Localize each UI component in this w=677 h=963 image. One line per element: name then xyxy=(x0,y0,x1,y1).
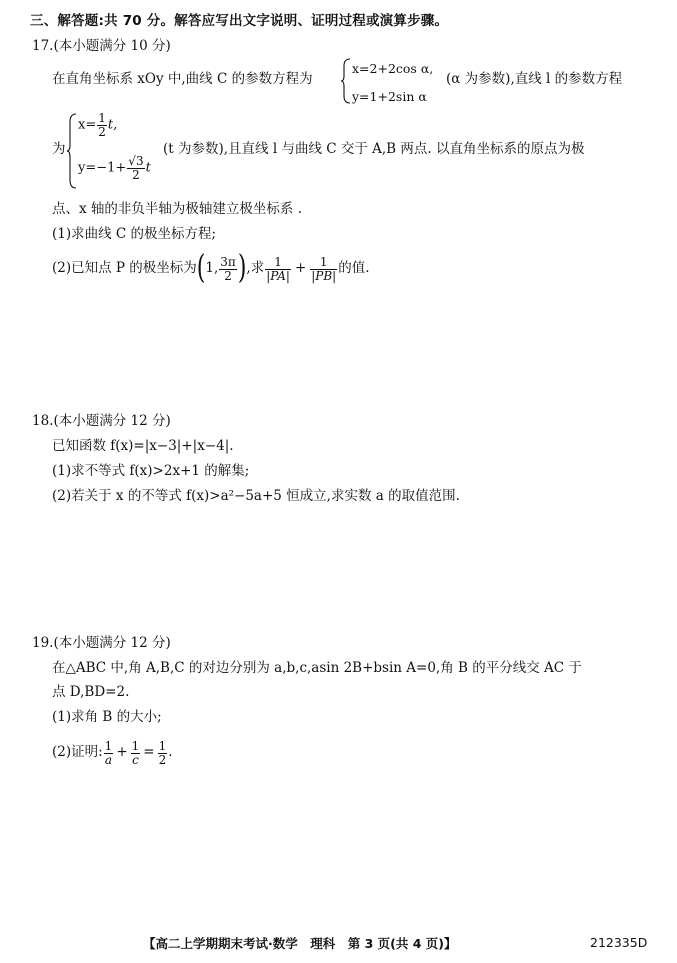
page-footer: 【高二上学期期末考试·数学 理科 第 3 页(共 4 页)】 xyxy=(143,936,457,951)
polar-a: 1, xyxy=(205,260,219,277)
q19-part2 xyxy=(52,736,173,770)
q17-part2-pre: (2)已知点 P 的极坐标为 xyxy=(52,260,197,277)
polar-num: 3π xyxy=(220,254,236,269)
frac-half-19-den: 2 xyxy=(158,752,167,767)
q17-title: 17.(本小题满分 10 分) xyxy=(32,38,171,54)
q18-title: 18.(本小题满分 12 分) xyxy=(32,413,171,429)
q17-line2-pre: 为 xyxy=(52,141,66,157)
q19-part1: (1)求角 B 的大小; xyxy=(52,709,162,725)
q19-title: 19.(本小题满分 12 分) xyxy=(32,635,171,651)
frac-pb-num: 1 xyxy=(310,256,337,270)
q17-part2 xyxy=(52,249,370,287)
frac-sqrt3 xyxy=(127,155,144,181)
frac-1a xyxy=(104,740,114,766)
paren-right: ) xyxy=(237,249,247,287)
q19-part2-pre: (2)证明: xyxy=(52,744,103,761)
frac-sqrt3-den: 2 xyxy=(132,167,140,182)
frac-pb-den: |PB| xyxy=(311,268,337,283)
q17-part1: (1)求曲线 C 的极坐标方程; xyxy=(52,226,217,242)
q19-part2-post: . xyxy=(168,744,173,761)
frac-half-den: 2 xyxy=(98,124,106,139)
frac-pa xyxy=(265,256,291,282)
paren-left: ( xyxy=(196,249,206,287)
frac-1c-num: 1 xyxy=(131,738,140,753)
q19-line1: 在△ABC 中,角 A,B,C 的对边分别为 a,b,c,asin 2B+bsin A=0,角 B 的平分线交 AC 于 xyxy=(52,660,582,676)
frac-sqrt3-num: √3 xyxy=(128,154,144,168)
frac-1a-num: 1 xyxy=(104,738,113,753)
line-eq-x xyxy=(78,112,117,138)
frac-1a-den: a xyxy=(104,752,113,767)
frac-half-19-num: 1 xyxy=(158,738,167,753)
curve-eq-y: y=1+2sin α xyxy=(352,89,427,104)
line-eq-y-rhs: t xyxy=(145,160,151,176)
q17-line3: 点、x 轴的非负半轴为极轴建立极坐标系 . xyxy=(52,201,302,217)
exam-code: 212335D xyxy=(590,935,648,950)
frac-1c xyxy=(131,740,141,766)
frac-pa-den: |PA| xyxy=(266,268,290,283)
line-system-brace xyxy=(66,113,78,189)
line-eq-x-rhs: t, xyxy=(107,117,118,133)
frac-1c-den: c xyxy=(132,752,139,767)
polar-den: 2 xyxy=(224,268,232,283)
q17-line1-post: (α 为参数),直线 l 的参数方程 xyxy=(446,71,623,87)
q19-line2: 点 D,BD=2. xyxy=(52,684,130,700)
frac-polar xyxy=(219,256,237,282)
curve-eq-x: x=2+2cos α, xyxy=(352,61,434,76)
frac-half xyxy=(97,112,107,138)
frac-half-num: 1 xyxy=(98,111,106,125)
q18-part2: (2)若关于 x 的不等式 f(x)>a²−5a+5 恒成立,求实数 a 的取值范围. xyxy=(52,488,460,504)
q17-part2-mid: ,求 xyxy=(246,260,265,277)
curve-system-brace xyxy=(340,58,352,104)
frac-half-19 xyxy=(158,740,168,766)
line-eq-y-lhs: y=−1+ xyxy=(78,160,127,176)
line-eq-x-lhs: x= xyxy=(78,117,97,133)
equals-sign: = xyxy=(143,744,155,761)
q17-line1-pre: 在直角坐标系 xOy 中,曲线 C 的参数方程为 xyxy=(52,71,313,87)
q18-line1: 已知函数 f(x)=|x−3|+|x−4|. xyxy=(52,438,234,454)
section-header: 三、解答题:共 70 分。解答应写出文字说明、证明过程或演算步骤。 xyxy=(30,13,449,29)
plus-sign-19: + xyxy=(116,744,128,761)
q17-part2-post: 的值. xyxy=(338,260,370,277)
plus-sign: + xyxy=(294,260,307,277)
q18-part1: (1)求不等式 f(x)>2x+1 的解集; xyxy=(52,463,250,479)
frac-pb xyxy=(310,256,337,282)
q17-line2-post: (t 为参数),且直线 l 与曲线 C 交于 A,B 两点. 以直角坐标系的原点为极 xyxy=(163,141,585,157)
line-eq-y xyxy=(78,155,151,181)
frac-pa-num: 1 xyxy=(265,256,291,270)
